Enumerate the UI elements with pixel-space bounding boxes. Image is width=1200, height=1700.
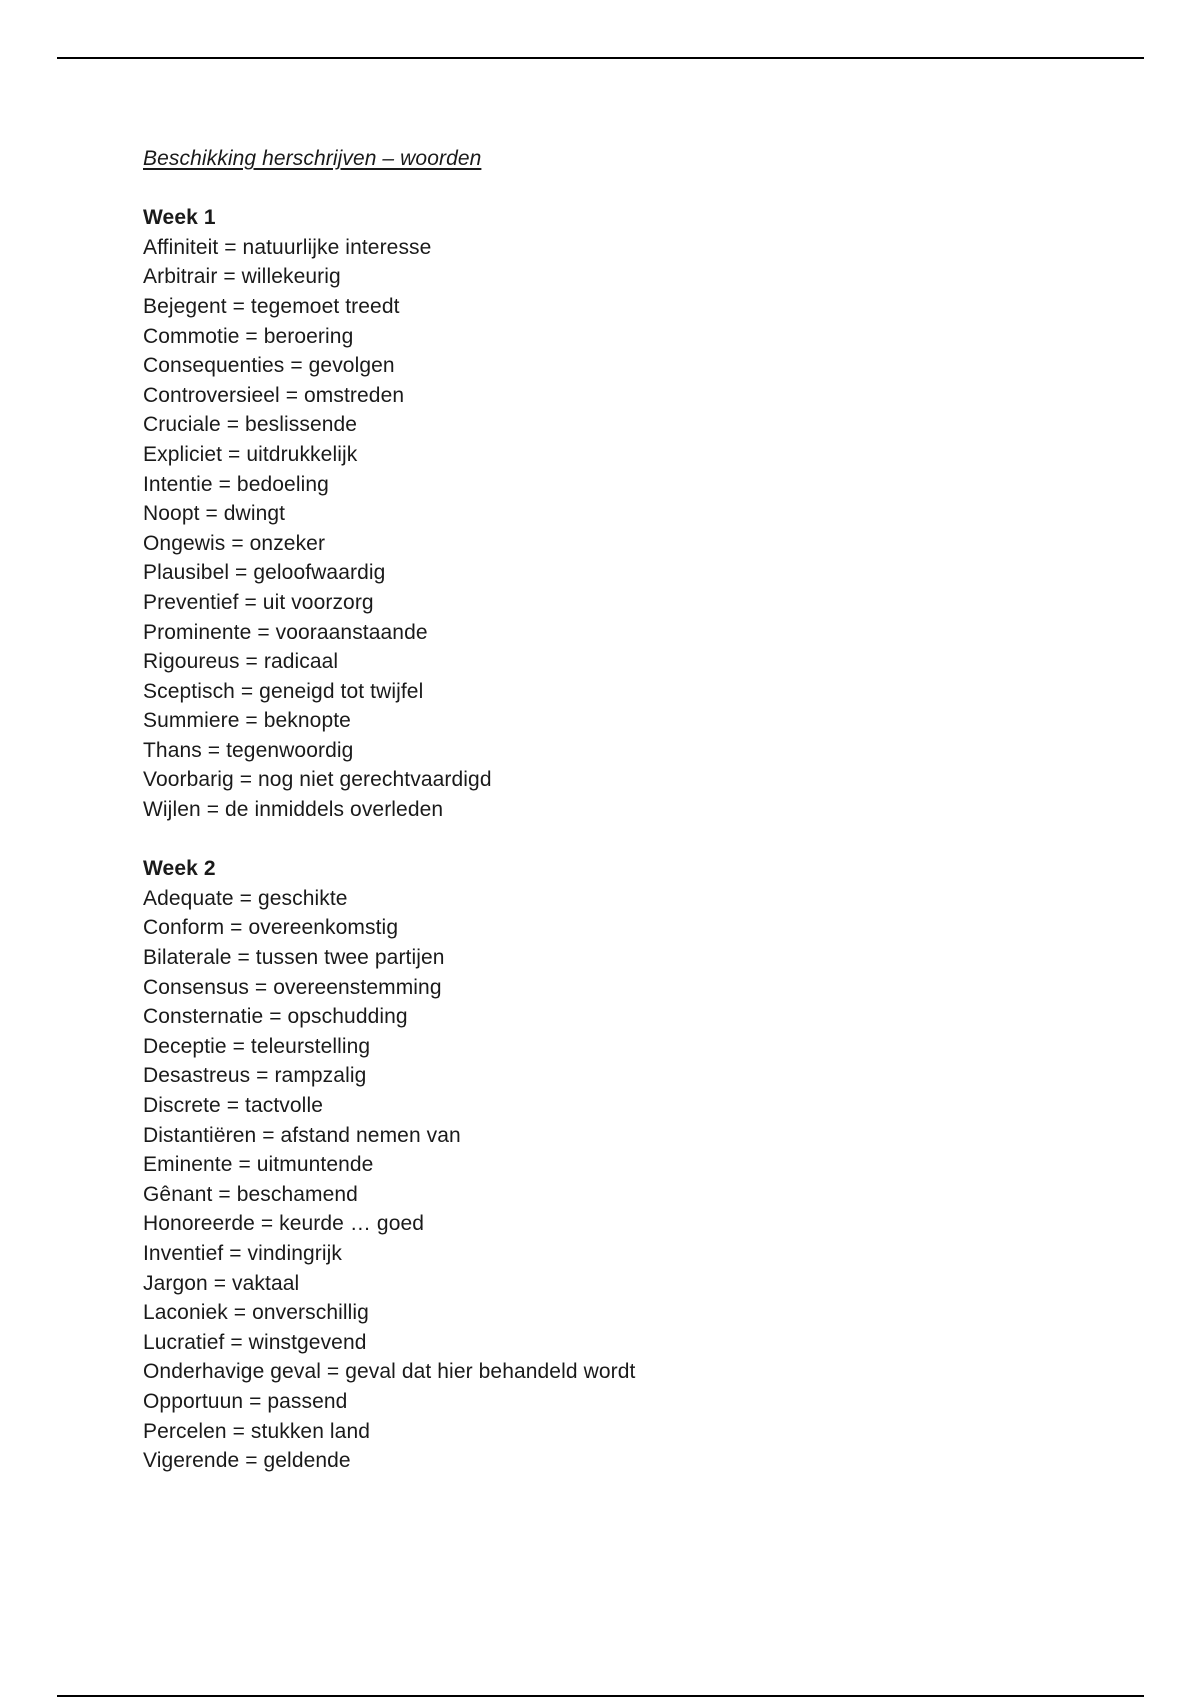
term-list-week-2 [143, 884, 1043, 1476]
term-definition: Bilaterale = tussen twee partijen [143, 946, 445, 970]
term-definition: Prominente = vooraanstaande [143, 620, 428, 644]
term-definition: Percelen = stukken land [143, 1419, 371, 1443]
term-definition: Wijlen = de inmiddels overleden [143, 798, 444, 822]
term-definition: Arbitrair = willekeurig [143, 265, 341, 289]
term-definition: Consternatie = opschudding [143, 1005, 408, 1029]
header-rule [57, 57, 1144, 59]
term-definition: Sceptisch = geneigd tot twijfel [143, 679, 424, 703]
term-definition: Controversieel = omstreden [143, 383, 405, 407]
term-definition: Bejegent = tegemoet treedt [143, 294, 400, 318]
term-definition: Plausibel = geloofwaardig [143, 561, 386, 585]
document-title: Beschikking herschrijven – woorden [143, 147, 482, 170]
term-definition: Intentie = bedoeling [143, 472, 329, 496]
section-heading: Week 1 [143, 206, 216, 230]
term-definition: Distantiëren = afstand nemen van [143, 1123, 461, 1147]
term-definition: Voorbarig = nog niet gerechtvaardigd [143, 768, 492, 792]
term-definition: Expliciet = uitdrukkelijk [143, 442, 358, 466]
footer-rule [57, 1695, 1144, 1697]
term-definition: Deceptie = teleurstelling [143, 1034, 371, 1058]
term-definition: Gênant = beschamend [143, 1182, 358, 1206]
term-definition: Discrete = tactvolle [143, 1094, 323, 1117]
section-heading: Week 2 [143, 857, 216, 881]
term-definition: Commotie = beroering [143, 324, 354, 348]
term-definition: Rigoureus = radicaal [143, 650, 339, 674]
term-definition: Noopt = dwingt [143, 502, 286, 526]
term-definition: Laconiek = onverschillig [143, 1301, 369, 1325]
term-definition: Preventief = uit voorzorg [143, 590, 374, 614]
term-definition: Summiere = beknopte [143, 709, 351, 733]
term-definition: Consequenties = gevolgen [143, 354, 395, 378]
term-definition: Thans = tegenwoordig [143, 738, 354, 762]
term-definition: Adequate = geschikte [143, 886, 348, 910]
term-definition: Jargon = vaktaal [143, 1271, 300, 1295]
term-definition: Onderhavige geval = geval dat hier behandeld wordt [143, 1360, 636, 1384]
term-definition: Honoreerde = keurde … goed [143, 1212, 425, 1236]
term-list-week-1 [143, 233, 1043, 825]
document-body [143, 144, 1043, 1505]
term-definition: Affiniteit = natuurlijke interesse [143, 235, 432, 259]
term-definition: Eminente = uitmuntende [143, 1153, 374, 1177]
term-definition: Lucratief = winstgevend [143, 1330, 367, 1354]
term-definition: Opportuun = passend [143, 1389, 348, 1413]
term-definition: Vigerende = geldende [143, 1449, 351, 1473]
term-definition: Inventief = vindingrijk [143, 1241, 342, 1265]
term-definition: Cruciale = beslissende [143, 413, 358, 437]
term-definition: Conform = overeenkomstig [143, 916, 399, 940]
section-week-2 [143, 854, 1043, 1475]
section-week-1 [143, 203, 1043, 824]
term-definition: Ongewis = onzeker [143, 531, 326, 555]
term-definition: Consensus = overeenstemming [143, 975, 442, 999]
term-definition: Desastreus = rampzalig [143, 1064, 367, 1088]
